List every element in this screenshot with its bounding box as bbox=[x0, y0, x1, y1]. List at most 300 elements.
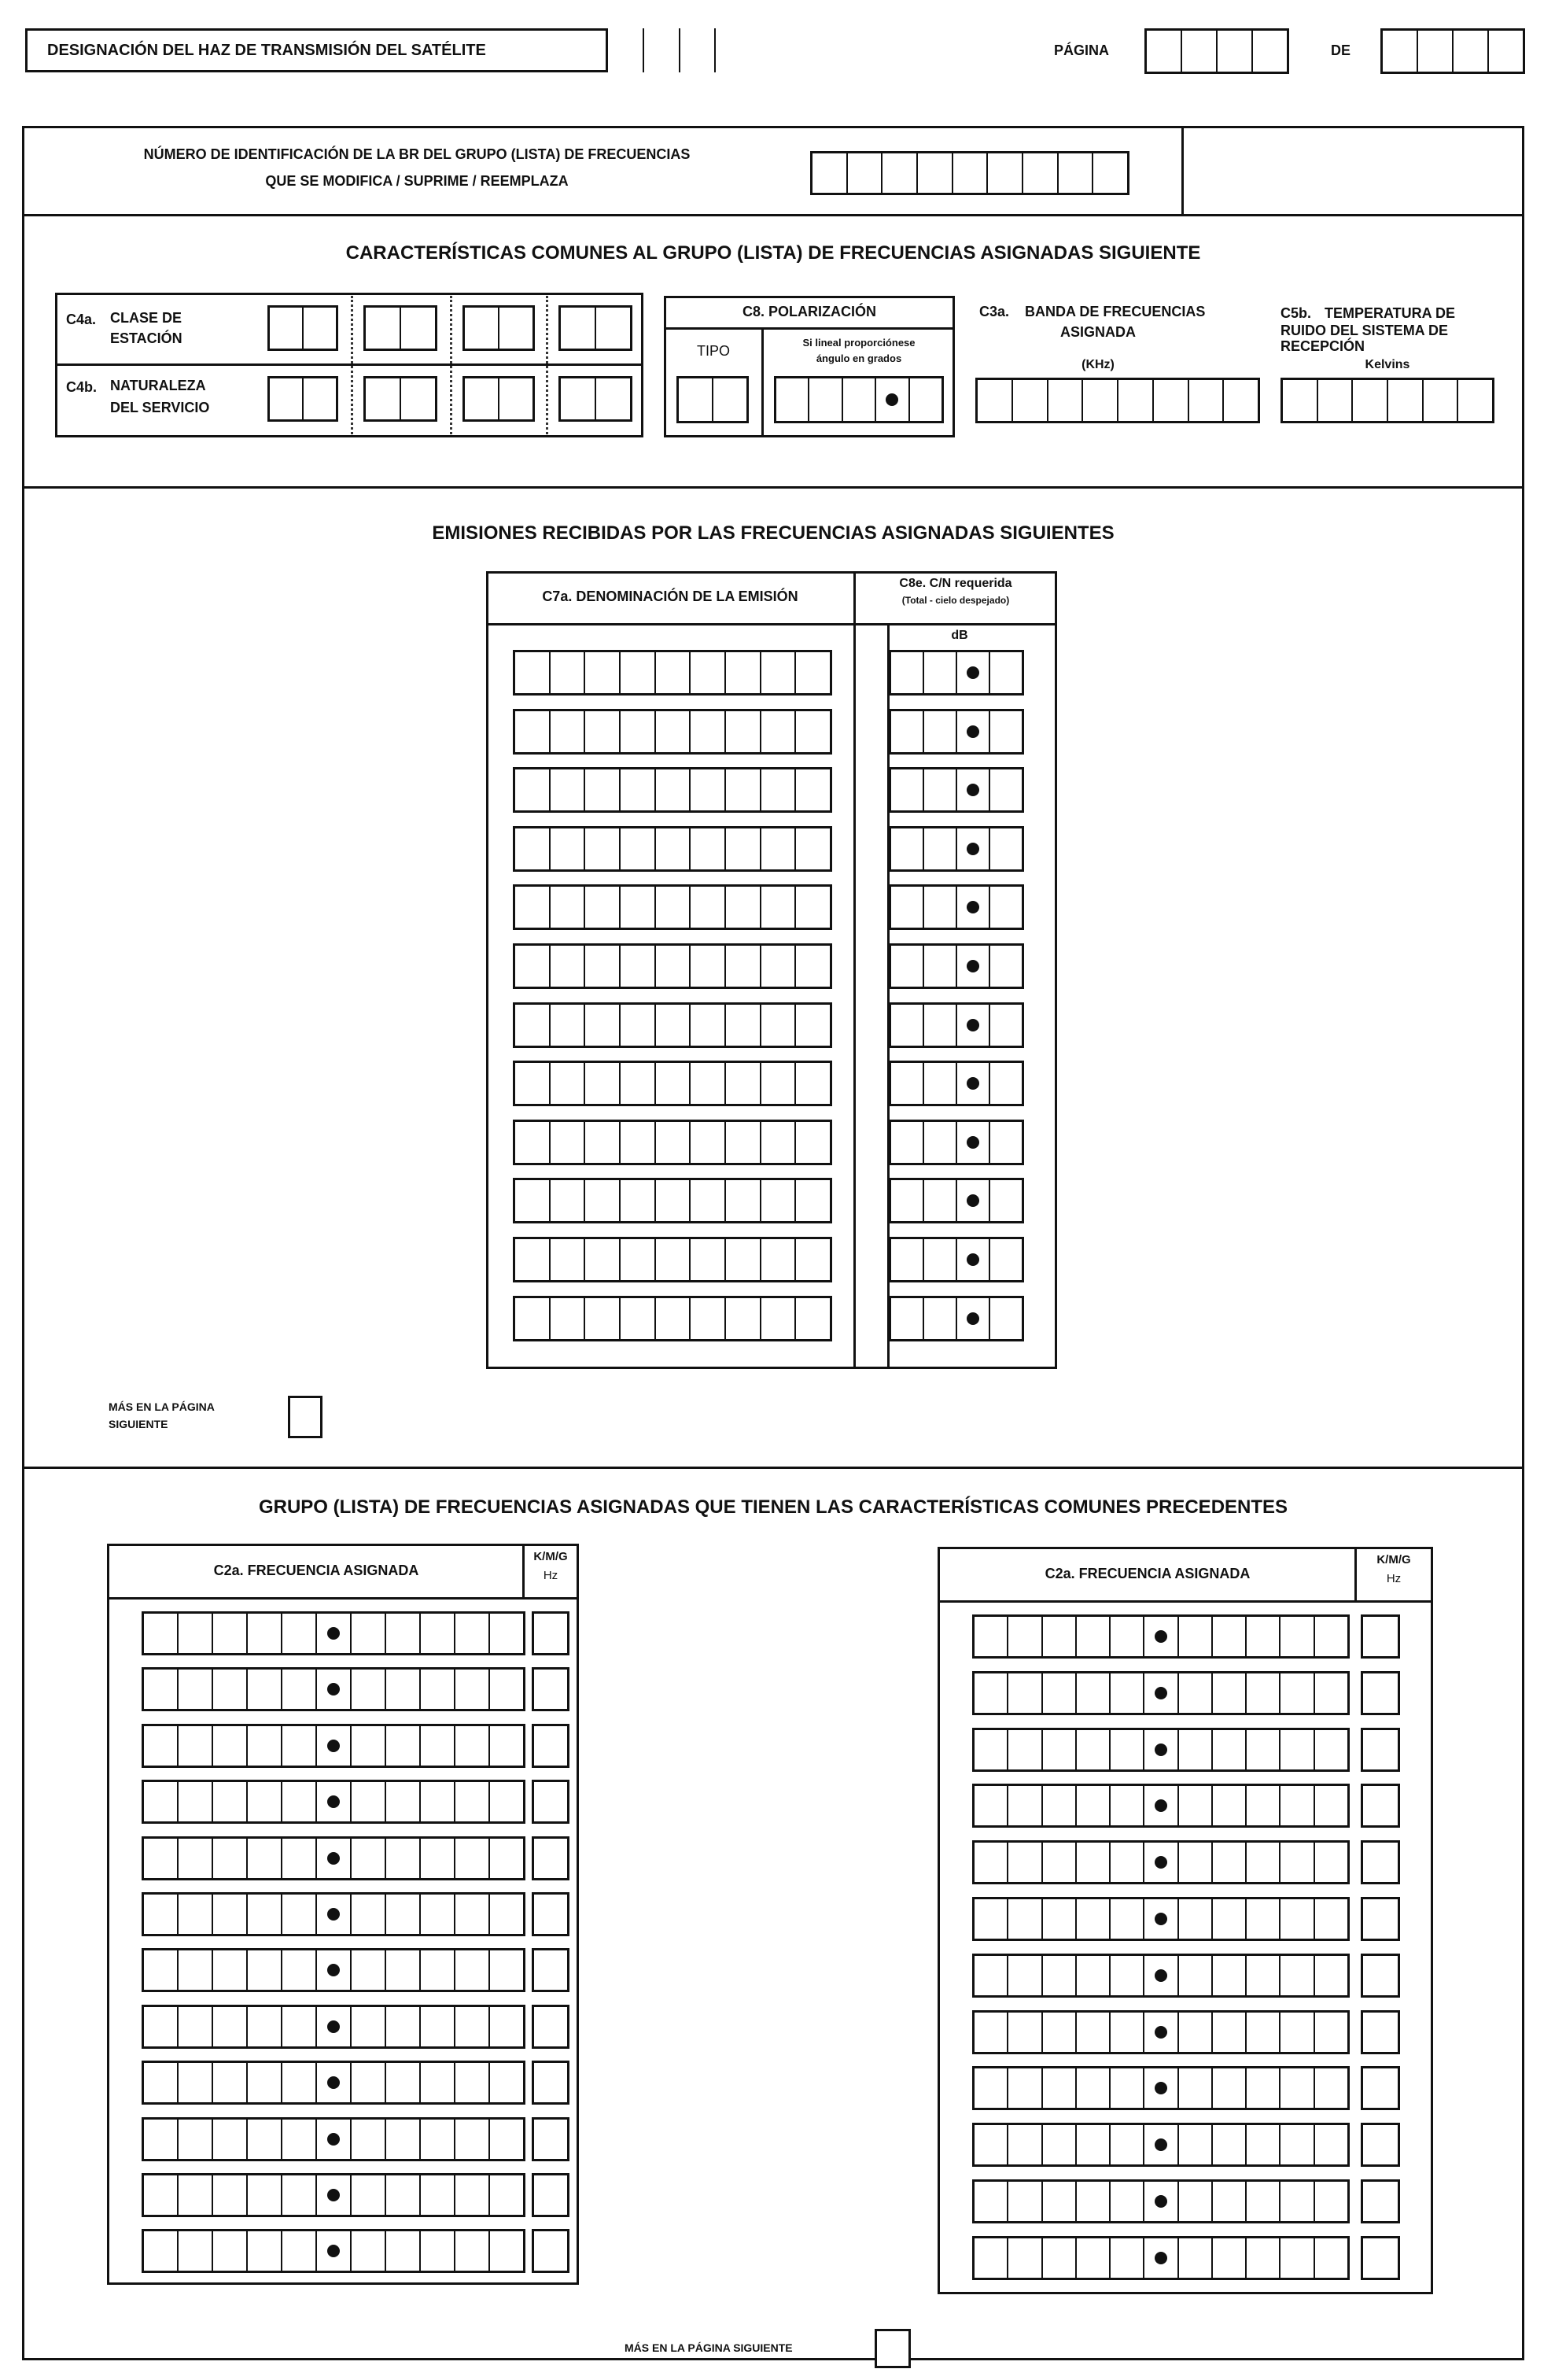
digit-cell[interactable] bbox=[724, 1122, 760, 1163]
digit-cell[interactable] bbox=[1075, 1843, 1109, 1882]
decimal-point-cell[interactable] bbox=[315, 1895, 350, 1934]
digit-cell[interactable] bbox=[1177, 2013, 1211, 2052]
digit-cell[interactable] bbox=[724, 652, 760, 693]
digit-cell[interactable] bbox=[246, 2063, 281, 2102]
digit-cell[interactable] bbox=[144, 1782, 177, 1821]
digit-cell[interactable] bbox=[1279, 1617, 1313, 1656]
digit-cell[interactable] bbox=[350, 1782, 385, 1821]
digit-cell[interactable] bbox=[689, 1122, 724, 1163]
digit-cell[interactable] bbox=[584, 1239, 619, 1280]
digit-cell[interactable] bbox=[689, 1298, 724, 1339]
digit-cell[interactable] bbox=[1007, 1786, 1041, 1825]
left-frequency-unit-cell[interactable] bbox=[532, 2117, 569, 2161]
right-assigned-frequency-row[interactable] bbox=[972, 1784, 1350, 1828]
digit-cell[interactable] bbox=[549, 828, 584, 869]
digit-cell[interactable] bbox=[1007, 2182, 1041, 2221]
digit-cell[interactable] bbox=[515, 1005, 549, 1046]
digit-cell[interactable] bbox=[891, 711, 923, 752]
digit-cell[interactable] bbox=[281, 1670, 315, 1709]
digit-cell[interactable] bbox=[177, 1782, 212, 1821]
digit-cell[interactable] bbox=[619, 828, 654, 869]
digit-cell[interactable] bbox=[454, 1614, 488, 1653]
digit-cell[interactable] bbox=[989, 652, 1022, 693]
digit-cell[interactable] bbox=[989, 711, 1022, 752]
digit-cell[interactable] bbox=[1041, 1673, 1075, 1713]
digit-cell[interactable] bbox=[1245, 1956, 1279, 1995]
digit-cell[interactable] bbox=[689, 1005, 724, 1046]
digit-cell[interactable] bbox=[385, 1782, 419, 1821]
digit-cell[interactable] bbox=[549, 652, 584, 693]
decimal-point-cell[interactable] bbox=[956, 1298, 989, 1339]
digit-cell[interactable] bbox=[654, 1122, 690, 1163]
right-assigned-frequency-row[interactable] bbox=[972, 1614, 1350, 1659]
digit-cell[interactable] bbox=[177, 1839, 212, 1878]
digit-cell[interactable] bbox=[1007, 1899, 1041, 1939]
decimal-point-cell[interactable] bbox=[315, 2175, 350, 2215]
cn-required-row[interactable] bbox=[889, 650, 1024, 696]
digit-cell[interactable] bbox=[1279, 2013, 1313, 2052]
decimal-point-cell[interactable] bbox=[315, 1614, 350, 1653]
digit-cell[interactable] bbox=[1007, 1956, 1041, 1995]
digit-cell[interactable] bbox=[794, 652, 830, 693]
decimal-point-cell[interactable] bbox=[956, 1239, 989, 1280]
decimal-point-cell[interactable] bbox=[956, 1063, 989, 1104]
digit-cell[interactable] bbox=[891, 828, 923, 869]
digit-cell[interactable] bbox=[1041, 1899, 1075, 1939]
c4a-station-class-cells[interactable] bbox=[363, 305, 437, 351]
digit-cell[interactable] bbox=[1211, 1730, 1245, 1769]
digit-cell[interactable] bbox=[212, 2175, 246, 2215]
left-assigned-frequency-row[interactable] bbox=[142, 2229, 525, 2273]
digit-cell[interactable] bbox=[1279, 1730, 1313, 1769]
digit-cell[interactable] bbox=[419, 1950, 454, 1990]
digit-cell[interactable] bbox=[975, 2238, 1007, 2278]
digit-cell[interactable] bbox=[1211, 1843, 1245, 1882]
digit-cell[interactable] bbox=[891, 1005, 923, 1046]
digit-cell[interactable] bbox=[1041, 1730, 1075, 1769]
digit-cell[interactable] bbox=[1314, 1730, 1347, 1769]
digit-cell[interactable] bbox=[989, 828, 1022, 869]
digit-cell[interactable] bbox=[619, 769, 654, 810]
left-frequency-unit-cell[interactable] bbox=[532, 2061, 569, 2105]
digit-cell[interactable] bbox=[177, 1895, 212, 1934]
digit-cell[interactable] bbox=[760, 1063, 795, 1104]
digit-cell[interactable] bbox=[144, 1895, 177, 1934]
digit-cell[interactable] bbox=[1211, 2013, 1245, 2052]
digit-cell[interactable] bbox=[281, 2063, 315, 2102]
digit-cell[interactable] bbox=[654, 1298, 690, 1339]
digit-cell[interactable] bbox=[724, 1239, 760, 1280]
digit-cell[interactable] bbox=[212, 1950, 246, 1990]
digit-cell[interactable] bbox=[385, 2120, 419, 2159]
digit-cell[interactable] bbox=[1041, 2013, 1075, 2052]
digit-cell[interactable] bbox=[654, 711, 690, 752]
digit-cell[interactable] bbox=[488, 1782, 523, 1821]
digit-cell[interactable] bbox=[794, 1239, 830, 1280]
digit-cell[interactable] bbox=[1245, 2182, 1279, 2221]
digit-cell[interactable] bbox=[584, 1180, 619, 1221]
digit-cell[interactable] bbox=[989, 1122, 1022, 1163]
digit-cell[interactable] bbox=[989, 946, 1022, 987]
digit-cell[interactable] bbox=[1007, 1843, 1041, 1882]
digit-cell[interactable] bbox=[454, 1782, 488, 1821]
digit-cell[interactable] bbox=[689, 769, 724, 810]
digit-cell[interactable] bbox=[281, 2120, 315, 2159]
digit-cell[interactable] bbox=[212, 1670, 246, 1709]
digit-cell[interactable] bbox=[515, 1180, 549, 1221]
digit-cell[interactable] bbox=[794, 887, 830, 928]
total-pages-cells[interactable] bbox=[1380, 28, 1525, 74]
digit-cell[interactable] bbox=[281, 1614, 315, 1653]
digit-cell[interactable] bbox=[177, 2120, 212, 2159]
digit-cell[interactable] bbox=[419, 1839, 454, 1878]
digit-cell[interactable] bbox=[1245, 1843, 1279, 1882]
page-number-cells[interactable] bbox=[1144, 28, 1289, 74]
digit-cell[interactable] bbox=[1211, 2238, 1245, 2278]
left-assigned-frequency-row[interactable] bbox=[142, 1724, 525, 1768]
digit-cell[interactable] bbox=[584, 828, 619, 869]
digit-cell[interactable] bbox=[975, 2068, 1007, 2108]
right-assigned-frequency-row[interactable] bbox=[972, 2010, 1350, 2054]
decimal-point-cell[interactable] bbox=[1143, 2238, 1177, 2278]
digit-cell[interactable] bbox=[923, 887, 956, 928]
digit-cell[interactable] bbox=[350, 1895, 385, 1934]
digit-cell[interactable] bbox=[923, 1239, 956, 1280]
digit-cell[interactable] bbox=[385, 2231, 419, 2271]
c5b-noise-temperature-cells[interactable] bbox=[1280, 378, 1494, 423]
left-frequency-unit-cell[interactable] bbox=[532, 1892, 569, 1936]
digit-cell[interactable] bbox=[1041, 1843, 1075, 1882]
digit-cell[interactable] bbox=[584, 1122, 619, 1163]
digit-cell[interactable] bbox=[1109, 1956, 1143, 1995]
digit-cell[interactable] bbox=[619, 711, 654, 752]
digit-cell[interactable] bbox=[281, 1950, 315, 1990]
digit-cell[interactable] bbox=[1245, 1617, 1279, 1656]
right-assigned-frequency-row[interactable] bbox=[972, 2236, 1350, 2280]
digit-cell[interactable] bbox=[281, 1726, 315, 1766]
digit-cell[interactable] bbox=[177, 1614, 212, 1653]
digit-cell[interactable] bbox=[1041, 1786, 1075, 1825]
decimal-point-cell[interactable] bbox=[956, 1180, 989, 1221]
digit-cell[interactable] bbox=[212, 1726, 246, 1766]
digit-cell[interactable] bbox=[1075, 2125, 1109, 2164]
cn-required-row[interactable] bbox=[889, 884, 1024, 930]
digit-cell[interactable] bbox=[891, 1180, 923, 1221]
right-frequency-unit-cell[interactable] bbox=[1361, 2236, 1400, 2280]
decimal-point-cell[interactable] bbox=[1143, 2013, 1177, 2052]
digit-cell[interactable] bbox=[794, 828, 830, 869]
digit-cell[interactable] bbox=[515, 1122, 549, 1163]
digit-cell[interactable] bbox=[212, 2120, 246, 2159]
digit-cell[interactable] bbox=[350, 2063, 385, 2102]
digit-cell[interactable] bbox=[619, 1063, 654, 1104]
c4a-station-class-cells[interactable] bbox=[462, 305, 535, 351]
digit-cell[interactable] bbox=[989, 1005, 1022, 1046]
digit-cell[interactable] bbox=[1314, 2125, 1347, 2164]
digit-cell[interactable] bbox=[549, 887, 584, 928]
digit-cell[interactable] bbox=[144, 2007, 177, 2046]
left-assigned-frequency-row[interactable] bbox=[142, 2061, 525, 2105]
digit-cell[interactable] bbox=[454, 2120, 488, 2159]
digit-cell[interactable] bbox=[1245, 1673, 1279, 1713]
decimal-point-cell[interactable] bbox=[956, 769, 989, 810]
digit-cell[interactable] bbox=[1075, 1956, 1109, 1995]
digit-cell[interactable] bbox=[246, 1670, 281, 1709]
digit-cell[interactable] bbox=[144, 2120, 177, 2159]
right-frequency-unit-cell[interactable] bbox=[1361, 2123, 1400, 2167]
digit-cell[interactable] bbox=[891, 1063, 923, 1104]
digit-cell[interactable] bbox=[350, 2120, 385, 2159]
decimal-point-cell[interactable] bbox=[1143, 1673, 1177, 1713]
digit-cell[interactable] bbox=[212, 1614, 246, 1653]
digit-cell[interactable] bbox=[1211, 2068, 1245, 2108]
digit-cell[interactable] bbox=[144, 1839, 177, 1878]
digit-cell[interactable] bbox=[549, 711, 584, 752]
digit-cell[interactable] bbox=[281, 1839, 315, 1878]
digit-cell[interactable] bbox=[1075, 1899, 1109, 1939]
digit-cell[interactable] bbox=[794, 1063, 830, 1104]
digit-cell[interactable] bbox=[246, 1950, 281, 1990]
emission-designation-row[interactable] bbox=[513, 650, 832, 696]
digit-cell[interactable] bbox=[584, 887, 619, 928]
digit-cell[interactable] bbox=[1075, 2182, 1109, 2221]
digit-cell[interactable] bbox=[385, 2007, 419, 2046]
digit-cell[interactable] bbox=[1211, 1899, 1245, 1939]
digit-cell[interactable] bbox=[760, 1298, 795, 1339]
digit-cell[interactable] bbox=[419, 2063, 454, 2102]
c4b-service-nature-cells[interactable] bbox=[558, 376, 632, 422]
digit-cell[interactable] bbox=[1075, 2013, 1109, 2052]
digit-cell[interactable] bbox=[989, 1239, 1022, 1280]
digit-cell[interactable] bbox=[549, 769, 584, 810]
digit-cell[interactable] bbox=[488, 2175, 523, 2215]
digit-cell[interactable] bbox=[1109, 2182, 1143, 2221]
digit-cell[interactable] bbox=[350, 1726, 385, 1766]
emission-designation-row[interactable] bbox=[513, 709, 832, 755]
digit-cell[interactable] bbox=[975, 1843, 1007, 1882]
digit-cell[interactable] bbox=[549, 1122, 584, 1163]
digit-cell[interactable] bbox=[1109, 2125, 1143, 2164]
digit-cell[interactable] bbox=[760, 1005, 795, 1046]
decimal-point-cell[interactable] bbox=[956, 887, 989, 928]
digit-cell[interactable] bbox=[989, 769, 1022, 810]
digit-cell[interactable] bbox=[1245, 2125, 1279, 2164]
digit-cell[interactable] bbox=[1007, 2238, 1041, 2278]
digit-cell[interactable] bbox=[454, 2231, 488, 2271]
digit-cell[interactable] bbox=[281, 1895, 315, 1934]
digit-cell[interactable] bbox=[975, 1956, 1007, 1995]
digit-cell[interactable] bbox=[975, 1730, 1007, 1769]
right-frequency-unit-cell[interactable] bbox=[1361, 1784, 1400, 1828]
digit-cell[interactable] bbox=[419, 2007, 454, 2046]
digit-cell[interactable] bbox=[549, 946, 584, 987]
digit-cell[interactable] bbox=[689, 652, 724, 693]
digit-cell[interactable] bbox=[454, 2175, 488, 2215]
left-assigned-frequency-row[interactable] bbox=[142, 1948, 525, 1992]
digit-cell[interactable] bbox=[1279, 1673, 1313, 1713]
digit-cell[interactable] bbox=[246, 2120, 281, 2159]
digit-cell[interactable] bbox=[488, 1614, 523, 1653]
digit-cell[interactable] bbox=[515, 1298, 549, 1339]
digit-cell[interactable] bbox=[584, 1063, 619, 1104]
digit-cell[interactable] bbox=[385, 2063, 419, 2102]
digit-cell[interactable] bbox=[584, 652, 619, 693]
digit-cell[interactable] bbox=[1314, 2238, 1347, 2278]
digit-cell[interactable] bbox=[454, 1670, 488, 1709]
digit-cell[interactable] bbox=[144, 2063, 177, 2102]
emission-designation-row[interactable] bbox=[513, 1296, 832, 1341]
digit-cell[interactable] bbox=[350, 2175, 385, 2215]
digit-cell[interactable] bbox=[549, 1298, 584, 1339]
digit-cell[interactable] bbox=[515, 711, 549, 752]
digit-cell[interactable] bbox=[488, 1839, 523, 1878]
digit-cell[interactable] bbox=[1109, 2238, 1143, 2278]
digit-cell[interactable] bbox=[724, 1298, 760, 1339]
digit-cell[interactable] bbox=[1245, 2013, 1279, 2052]
digit-cell[interactable] bbox=[1211, 1956, 1245, 1995]
digit-cell[interactable] bbox=[1075, 1730, 1109, 1769]
digit-cell[interactable] bbox=[350, 2007, 385, 2046]
digit-cell[interactable] bbox=[488, 1670, 523, 1709]
c4b-service-nature-cells[interactable] bbox=[363, 376, 437, 422]
decimal-point-cell[interactable] bbox=[956, 1122, 989, 1163]
digit-cell[interactable] bbox=[891, 769, 923, 810]
digit-cell[interactable] bbox=[515, 1063, 549, 1104]
digit-cell[interactable] bbox=[246, 2175, 281, 2215]
digit-cell[interactable] bbox=[1177, 1956, 1211, 1995]
beam-designation-cells[interactable] bbox=[606, 28, 750, 72]
cn-required-row[interactable] bbox=[889, 1237, 1024, 1282]
decimal-point-cell[interactable] bbox=[956, 652, 989, 693]
emission-designation-row[interactable] bbox=[513, 943, 832, 989]
left-frequency-unit-cell[interactable] bbox=[532, 1724, 569, 1768]
digit-cell[interactable] bbox=[549, 1005, 584, 1046]
decimal-point-cell[interactable] bbox=[1143, 2068, 1177, 2108]
digit-cell[interactable] bbox=[654, 769, 690, 810]
digit-cell[interactable] bbox=[689, 1063, 724, 1104]
digit-cell[interactable] bbox=[1245, 1730, 1279, 1769]
digit-cell[interactable] bbox=[488, 1950, 523, 1990]
digit-cell[interactable] bbox=[1007, 1673, 1041, 1713]
digit-cell[interactable] bbox=[385, 1726, 419, 1766]
digit-cell[interactable] bbox=[1075, 2238, 1109, 2278]
digit-cell[interactable] bbox=[1314, 1786, 1347, 1825]
left-frequency-unit-cell[interactable] bbox=[532, 2229, 569, 2273]
digit-cell[interactable] bbox=[281, 2007, 315, 2046]
digit-cell[interactable] bbox=[1279, 2238, 1313, 2278]
digit-cell[interactable] bbox=[281, 1782, 315, 1821]
digit-cell[interactable] bbox=[1245, 2068, 1279, 2108]
digit-cell[interactable] bbox=[654, 652, 690, 693]
digit-cell[interactable] bbox=[989, 887, 1022, 928]
digit-cell[interactable] bbox=[794, 1122, 830, 1163]
digit-cell[interactable] bbox=[1279, 1899, 1313, 1939]
decimal-point-cell[interactable] bbox=[1143, 1730, 1177, 1769]
cn-required-row[interactable] bbox=[889, 943, 1024, 989]
digit-cell[interactable] bbox=[923, 711, 956, 752]
digit-cell[interactable] bbox=[549, 1239, 584, 1280]
c4b-service-nature-cells[interactable] bbox=[462, 376, 535, 422]
digit-cell[interactable] bbox=[177, 2063, 212, 2102]
digit-cell[interactable] bbox=[246, 1839, 281, 1878]
digit-cell[interactable] bbox=[1279, 1786, 1313, 1825]
cn-required-row[interactable] bbox=[889, 1002, 1024, 1048]
digit-cell[interactable] bbox=[177, 2175, 212, 2215]
right-frequency-unit-cell[interactable] bbox=[1361, 1614, 1400, 1659]
digit-cell[interactable] bbox=[1075, 2068, 1109, 2108]
digit-cell[interactable] bbox=[689, 1239, 724, 1280]
digit-cell[interactable] bbox=[975, 1617, 1007, 1656]
digit-cell[interactable] bbox=[760, 652, 795, 693]
digit-cell[interactable] bbox=[760, 769, 795, 810]
digit-cell[interactable] bbox=[1177, 2125, 1211, 2164]
digit-cell[interactable] bbox=[350, 1950, 385, 1990]
right-assigned-frequency-row[interactable] bbox=[972, 1897, 1350, 1941]
digit-cell[interactable] bbox=[1314, 1899, 1347, 1939]
digit-cell[interactable] bbox=[281, 2231, 315, 2271]
digit-cell[interactable] bbox=[619, 1239, 654, 1280]
cn-required-row[interactable] bbox=[889, 709, 1024, 755]
right-assigned-frequency-row[interactable] bbox=[972, 1954, 1350, 1998]
emission-designation-row[interactable] bbox=[513, 884, 832, 930]
digit-cell[interactable] bbox=[212, 1782, 246, 1821]
digit-cell[interactable] bbox=[975, 1899, 1007, 1939]
digit-cell[interactable] bbox=[144, 1726, 177, 1766]
digit-cell[interactable] bbox=[1109, 1673, 1143, 1713]
digit-cell[interactable] bbox=[454, 2007, 488, 2046]
digit-cell[interactable] bbox=[1041, 1617, 1075, 1656]
digit-cell[interactable] bbox=[1279, 1956, 1313, 1995]
digit-cell[interactable] bbox=[488, 2063, 523, 2102]
right-frequency-unit-cell[interactable] bbox=[1361, 2179, 1400, 2223]
digit-cell[interactable] bbox=[760, 1239, 795, 1280]
digit-cell[interactable] bbox=[724, 769, 760, 810]
digit-cell[interactable] bbox=[385, 1614, 419, 1653]
digit-cell[interactable] bbox=[619, 1122, 654, 1163]
digit-cell[interactable] bbox=[177, 2007, 212, 2046]
digit-cell[interactable] bbox=[923, 1298, 956, 1339]
digit-cell[interactable] bbox=[923, 946, 956, 987]
left-assigned-frequency-row[interactable] bbox=[142, 1892, 525, 1936]
emission-designation-row[interactable] bbox=[513, 767, 832, 813]
digit-cell[interactable] bbox=[654, 828, 690, 869]
digit-cell[interactable] bbox=[177, 1670, 212, 1709]
digit-cell[interactable] bbox=[1245, 1899, 1279, 1939]
emission-designation-row[interactable] bbox=[513, 1237, 832, 1282]
decimal-point-cell[interactable] bbox=[315, 1726, 350, 1766]
digit-cell[interactable] bbox=[891, 652, 923, 693]
left-frequency-unit-cell[interactable] bbox=[532, 1611, 569, 1655]
digit-cell[interactable] bbox=[619, 652, 654, 693]
digit-cell[interactable] bbox=[724, 711, 760, 752]
digit-cell[interactable] bbox=[385, 1895, 419, 1934]
digit-cell[interactable] bbox=[385, 1839, 419, 1878]
digit-cell[interactable] bbox=[1041, 2125, 1075, 2164]
digit-cell[interactable] bbox=[724, 1005, 760, 1046]
right-assigned-frequency-row[interactable] bbox=[972, 2179, 1350, 2223]
emissions-more-checkbox[interactable] bbox=[288, 1396, 322, 1438]
c8-angle-cells[interactable] bbox=[774, 376, 944, 423]
digit-cell[interactable] bbox=[454, 2063, 488, 2102]
digit-cell[interactable] bbox=[515, 828, 549, 869]
decimal-point-cell[interactable] bbox=[315, 2231, 350, 2271]
digit-cell[interactable] bbox=[724, 828, 760, 869]
cn-required-row[interactable] bbox=[889, 1296, 1024, 1341]
left-assigned-frequency-row[interactable] bbox=[142, 1780, 525, 1824]
digit-cell[interactable] bbox=[1075, 1617, 1109, 1656]
left-assigned-frequency-row[interactable] bbox=[142, 2005, 525, 2049]
digit-cell[interactable] bbox=[350, 1614, 385, 1653]
